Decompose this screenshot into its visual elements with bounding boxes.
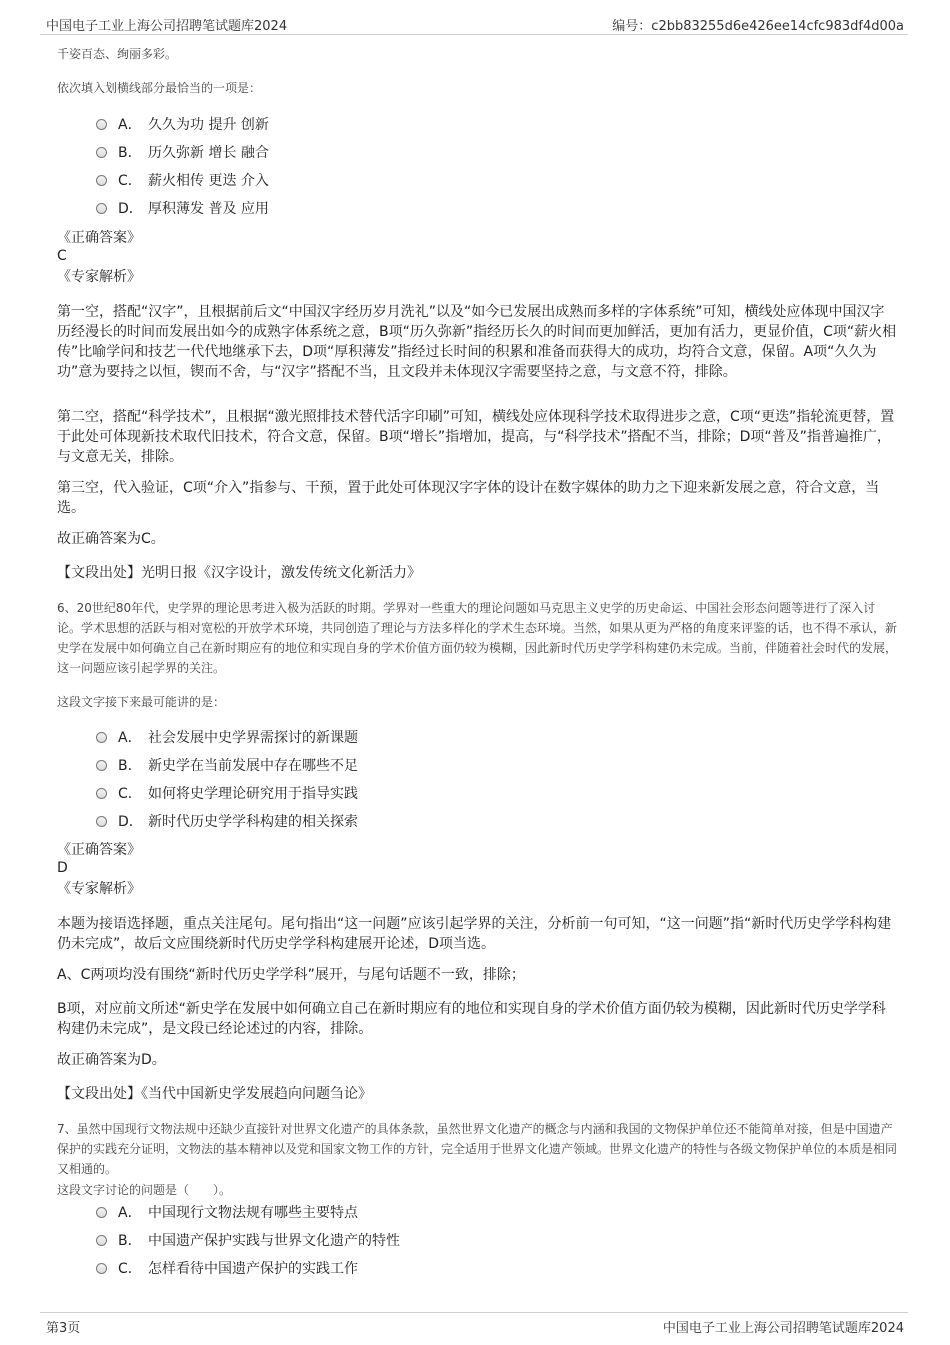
radio-icon[interactable] xyxy=(96,816,107,827)
option-text: 中国现行文物法规有哪些主要特点 xyxy=(148,1205,358,1221)
option-text: 历久弥新 增长 融合 xyxy=(148,145,269,161)
option-label: A． xyxy=(118,1205,142,1221)
page-footer xyxy=(40,1312,908,1337)
option-label: D． xyxy=(118,201,143,217)
radio-icon[interactable] xyxy=(96,203,107,214)
option-label: D． xyxy=(118,814,143,830)
footer-title: 中国电子工业上海公司招聘笔试题库2024 xyxy=(662,1321,904,1336)
option-label: C． xyxy=(118,173,142,189)
option-text: 厚积薄发 普及 应用 xyxy=(148,201,269,217)
q5-analysis-para-3: 第三空，代入验证，C项“介入”指参与、干预，置于此处可体现汉字字体的设计在数字媒体的助力之下迎来新发展之意，符合文意，当选。 xyxy=(57,480,880,516)
radio-icon[interactable] xyxy=(96,1263,107,1274)
q5-prompt: 依次填入划横线部分最恰当的一项是： xyxy=(57,81,262,95)
option-text: 久久为功 提升 创新 xyxy=(148,117,269,133)
header-title: 中国电子工业上海公司招聘笔试题库2024 xyxy=(46,19,288,34)
option-text: 社会发展中史学界需探讨的新课题 xyxy=(148,730,358,746)
q6-answer-title: 《正确答案》 xyxy=(57,842,141,858)
q5-answer-title: 《正确答案》 xyxy=(57,230,141,246)
radio-icon[interactable] xyxy=(96,147,107,158)
option-text: 新史学在当前发展中存在哪些不足 xyxy=(148,758,358,774)
document-id: 编号：c2bb83255d6e426ee14cfc983df4d00a xyxy=(612,19,904,34)
page-number: 第3页 xyxy=(46,1321,81,1336)
radio-icon[interactable] xyxy=(96,1235,107,1246)
q5-analysis-para-2: 第二空，搭配“科学技术”，且根据“激光照排技术替代活字印刷”可知，横线处应体现科学技术取得进步之意，C项“更迭”指轮流更替，置于此处可体现新技术取代旧技术，符合文意，保留。B项“增长”指增加，提高，与“科学技术”搭配不当，排除；D项“普及”指普遍推广，与文意无关，排除。 xyxy=(57,409,895,465)
q6-answer: D xyxy=(57,860,68,876)
q6-source: 【文段出处】《当代中国新史学发展趋向问题刍论》 xyxy=(57,1086,372,1102)
q6-conclusion: 故正确答案为D。 xyxy=(57,1052,166,1068)
option-text: 如何将史学理论研究用于指导实践 xyxy=(148,786,358,802)
q5-analysis-title: 《专家解析》 xyxy=(57,269,141,285)
page-header xyxy=(40,12,908,35)
option-label: A． xyxy=(118,730,142,746)
q5-conclusion: 故正确答案为C。 xyxy=(57,531,165,547)
q6-prompt: 这段文字接下来最可能讲的是： xyxy=(57,695,226,709)
q6-analysis-para-3: B项，对应前文所述“新史学在发展中如何确立自己在新时期应有的地位和实现自身的学术价值方面仍较为模糊，因此新时代历史学学科构建仍未完成”，是文段已经论述过的内容，排除。 xyxy=(57,1001,886,1037)
radio-icon[interactable] xyxy=(96,760,107,771)
option-label: B． xyxy=(118,758,142,774)
radio-icon[interactable] xyxy=(96,1207,107,1218)
option-label: B． xyxy=(118,1233,142,1249)
q6-analysis-para-1: 本题为接语选择题，重点关注尾句。尾句指出“这一问题”应该引起学界的关注，分析前一句可知，“这一问题”指“新时代历史学学科构建仍未完成”，故后文应围绕新时代历史学学科构建展开论述，D项当选。 xyxy=(57,916,892,952)
q5-analysis-para-1: 第一空，搭配“汉字”，且根据前后文“中国汉字经历岁月洗礼”以及“如今已发展出成熟而多样的字体系统”可知，横线处应体现中国汉字历经漫长的时间而发展出如今的成熟字体系统之意，B项“历久弥新”指经历长久的时间而更加鲜活，更加有活力，更显价值，C项“薪火相传”比喻学问和技艺一代代地继承下去，D项“厚积薄发”指经过长时间的积累和准备而获得大的成功，均符合文意，保留。A项“久久为功”意为要持之以恒，锲而不舍，与“汉字”搭配不当，且文段并未体现汉字需要坚持之意，与文意不符，排除。 xyxy=(57,304,897,380)
option-label: B． xyxy=(118,145,142,161)
q6-stem: 6、20世纪80年代，史学界的理论思考进入极为活跃的时期。学界对一些重大的理论问题如马克思主义史学的历史命运、中国社会形态问题等进行了深入讨论。学术思想的活跃与相对宽松的开放学术环境，共同创造了理论与方法多样化的学术生态环境。当然，如果从更为严格的角度来评鉴的话，也不得不承认，新史学在发展中如何确立自己在新时期应有的地位和实现自身的学术价值方面仍较为模糊，因此新时代历史学学科构建仍未完成。当前，伴随着社会时代的发展，这一问题应该引起学界的关注。 xyxy=(57,601,898,675)
q7-prompt: 这段文字讨论的问题是（ ）。 xyxy=(57,1183,232,1197)
option-label: C． xyxy=(118,1261,142,1277)
radio-icon[interactable] xyxy=(96,732,107,743)
radio-icon[interactable] xyxy=(96,175,107,186)
option-text: 中国遗产保护实践与世界文化遗产的特性 xyxy=(148,1233,400,1249)
option-label: C． xyxy=(118,786,142,802)
q7-stem: 7、虽然中国现行文物法规中还缺少直接针对世界文化遗产的具体条款，虽然世界文化遗产的概念与内涵和我国的文物保护单位还不能简单对接，但是中国遗产保护的实践充分证明，文物法的基本精神以及党和国家文物工作的方针，完全适用于世界文化遗产领域。世界文化遗产的特性与各级文物保护单位的本质是相同又相通的。 xyxy=(57,1122,898,1176)
option-text: 薪火相传 更迭 介入 xyxy=(148,173,269,189)
q6-analysis-para-2: A、C两项均没有围绕“新时代历史学学科”展开，与尾句话题不一致，排除； xyxy=(57,967,525,983)
q5-stem-tail: 千姿百态、绚丽多彩。 xyxy=(57,47,178,61)
q5-answer: C xyxy=(57,248,67,264)
radio-icon[interactable] xyxy=(96,119,107,130)
radio-icon[interactable] xyxy=(96,788,107,799)
option-text: 新时代历史学学科构建的相关探索 xyxy=(148,814,358,830)
option-label: A． xyxy=(118,117,142,133)
option-text: 怎样看待中国遗产保护的实践工作 xyxy=(148,1261,358,1277)
q5-source: 【文段出处】光明日报《汉字设计，激发传统文化新活力》 xyxy=(57,565,421,581)
q6-analysis-title: 《专家解析》 xyxy=(57,881,141,897)
